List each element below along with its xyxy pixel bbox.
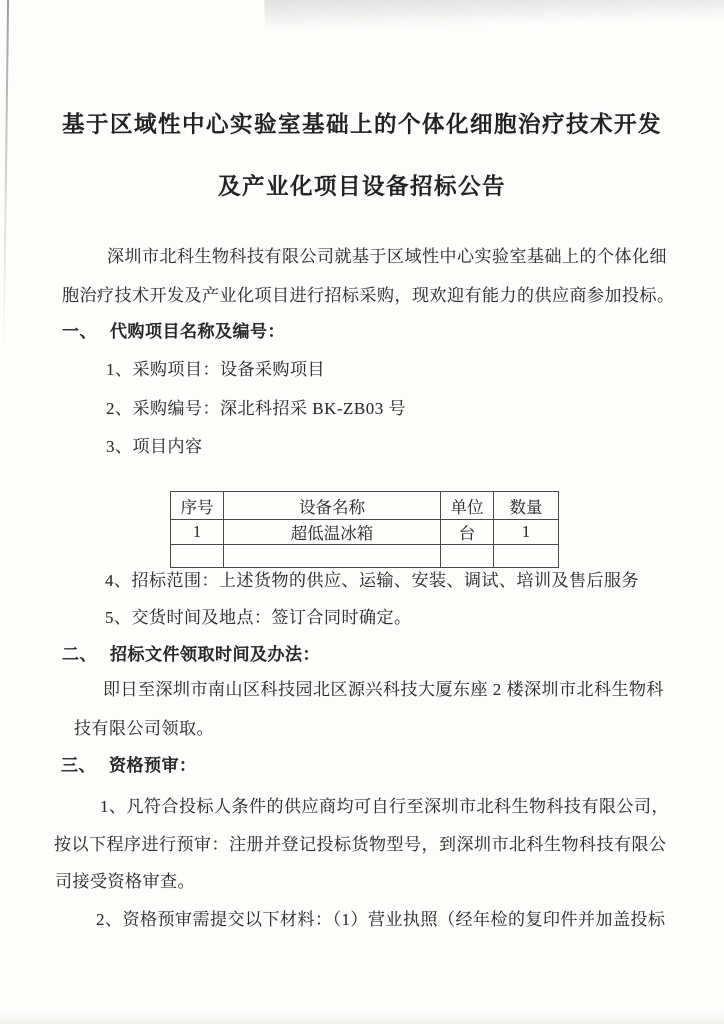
section1-heading <box>62 313 285 351</box>
section3-para1-line3: 司接受资格审查。 <box>55 872 195 891</box>
table-cell-equipment-name: 超低温冰箱 <box>224 520 441 545</box>
table-row <box>171 520 559 545</box>
section2-heading-text: 招标文件领取时间及办法： <box>110 645 320 664</box>
section3-number: 三、 <box>61 756 96 775</box>
equipment-table <box>170 491 559 568</box>
section2-paragraph-line1: 即日至深圳市南山区科技园北区源兴科技大厦东座 2 楼深圳市北科生物科 <box>103 680 664 699</box>
table-cell-quantity: 1 <box>494 520 559 545</box>
section1-number: 一、 <box>62 322 97 341</box>
section1-item5: 5、交货时间及地点：签订合同时确定。 <box>105 608 412 627</box>
intro-paragraph-line2: 胞治疗技术开发及产业化项目进行招标采购，现欢迎有能力的供应商参加投标。 <box>62 286 675 305</box>
section2-number: 二、 <box>62 645 97 664</box>
section3-heading <box>61 747 197 785</box>
section3-para2-line1: 2、资格预审需提交以下材料：（1）营业执照（经年检的复印件并加盖投标 <box>96 910 666 929</box>
intro-paragraph-line1: 深圳市北科生物科技有限公司就基于区域性中心实验室基础上的个体化细 <box>107 247 667 266</box>
scan-shadow-top-right <box>264 0 724 32</box>
table-cell-unit: 台 <box>441 520 494 545</box>
scan-shadow-bottom <box>0 1010 724 1024</box>
section3-para1-line2: 按以下程序进行预审：注册并登记投标货物型号，到深圳市北科生物科技有限公 <box>54 835 667 854</box>
section1-item4: 4、招标范围：上述货物的供应、运输、安装、调试、培训及售后服务 <box>105 571 639 590</box>
section2-heading <box>62 636 320 674</box>
table-header-quantity: 数量 <box>494 492 559 520</box>
section3-para1-line1: 1、凡符合投标人条件的供应商均可自行至深圳市北科生物科技有限公司， <box>100 797 669 816</box>
table-header-equipment-name: 设备名称 <box>224 492 441 520</box>
section1-item3: 3、项目内容 <box>106 437 203 456</box>
section3-heading-text: 资格预审： <box>109 756 197 775</box>
table-cell-index: 1 <box>171 520 224 545</box>
table-header-index: 序号 <box>171 492 224 520</box>
table-header-unit: 单位 <box>441 492 494 520</box>
section1-item2: 2、采购编号：深北科招采 BK-ZB03 号 <box>106 399 406 418</box>
section1-item1: 1、采购项目：设备采购项目 <box>106 360 325 379</box>
table-header-row <box>171 492 559 520</box>
section2-paragraph-line2: 技有限公司领取。 <box>74 719 214 738</box>
document-title-line1: 基于区域性中心实验室基础上的个体化细胞治疗技术开发 <box>61 112 662 137</box>
section1-heading-text: 代购项目名称及编号： <box>110 322 285 341</box>
document-title-line2: 及产业化项目设备招标公告 <box>217 174 506 199</box>
